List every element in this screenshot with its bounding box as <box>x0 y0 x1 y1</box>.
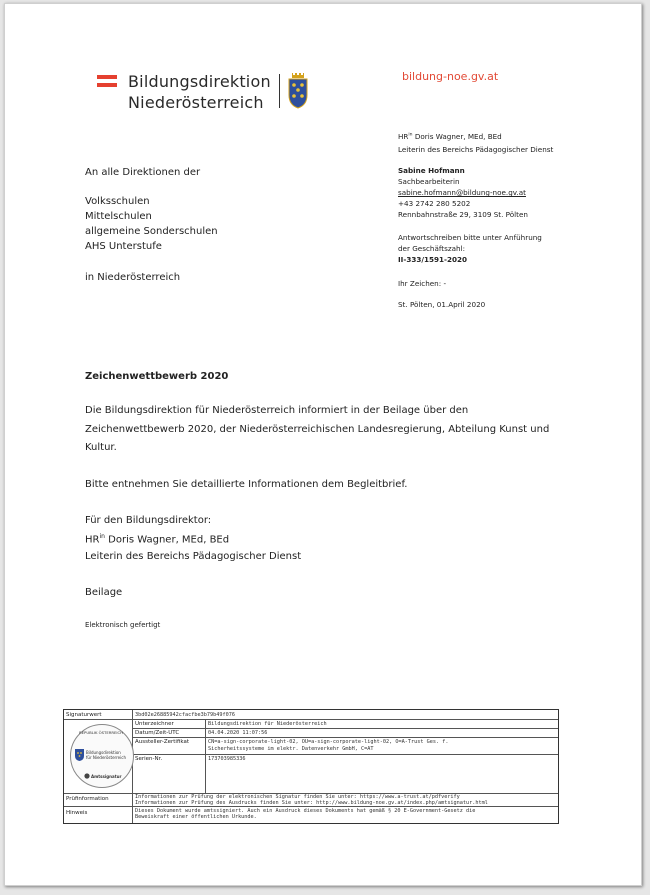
certificate-line: Sicherheitssysteme im elektr. Datenverkehr GmbH, C=AT <box>208 746 374 752</box>
official-role: Leiterin des Bereichs Pädagogischer Dienst <box>398 145 554 154</box>
check-info-line: Informationen zur Prüfung des Ausdrucks finden Sie unter: http://www.bildung-noe.gv.at/index.php/amtsignatur.html <box>135 800 488 806</box>
letter-subject: Zeichenwettbewerb 2020 <box>85 371 229 382</box>
recipient-line: An alle Direktionen der <box>85 167 201 178</box>
certificate-line: CN=a-sign-corporate-light-02, OU=a-sign-corporate-light-02, O=A-Trust Ges. f. <box>208 739 449 745</box>
label-datetime: Datum/Zeit-UTC <box>135 730 180 736</box>
signature-table <box>63 709 559 824</box>
electronic-signed-note: Elektronisch gefertigt <box>85 621 161 629</box>
datetime-value: 04.04.2020 11:07:56 <box>208 730 268 736</box>
body-paragraph-line: Zeichenwettbewerb 2020, der Niederösterreichischen Landesregierung, Abteilung Kunst und <box>85 424 550 435</box>
coat-of-arms-icon <box>288 73 308 109</box>
note-line: Dieses Dokument wurde amtssigniert. Auch ein Ausdruck dieses Dokuments hat gemäß § 20 E-Government-Gesetz die <box>135 808 476 814</box>
label-signer: Unterzeichner <box>135 721 174 727</box>
check-info-line: Informationen zur Prüfung der elektronischen Signatur finden Sie unter: https://www.a-trust.at/pdfverify <box>135 794 460 800</box>
logo-subtitle: Niederösterreich <box>128 93 264 112</box>
serial-value: 173703985336 <box>208 756 246 762</box>
contact-email-link[interactable]: sabine.hofmann@bildung-noe.gv.at <box>398 188 526 197</box>
logo-divider <box>279 74 280 108</box>
website-link[interactable]: bildung-noe.gv.at <box>402 70 499 83</box>
note-line: Beweiskraft einer öffentlichen Urkunde. <box>135 814 257 820</box>
label-serial: Serien-Nr. <box>135 756 163 762</box>
contact-phone: +43 2742 280 5202 <box>398 199 471 208</box>
attachment-label: Beilage <box>85 587 123 598</box>
school-type: allgemeine Sonderschulen <box>85 226 218 237</box>
body-paragraph-line: Kultur. <box>85 442 117 453</box>
school-type: AHS Unterstufe <box>85 241 162 252</box>
label-certificate: Aussteller-Zertifikat <box>135 739 190 745</box>
contact-role: Sachbearbeiterin <box>398 177 460 186</box>
eagle-icon <box>84 773 90 779</box>
crest-icon <box>75 749 84 761</box>
label-check-info: Prüfinformation <box>66 796 109 802</box>
label-note: Hinweis <box>66 810 88 816</box>
body-paragraph-line: Die Bildungsdirektion für Niederösterreich informiert in der Beilage über den <box>85 405 469 416</box>
contact-address: Rennbahnstraße 29, 3109 St. Pölten <box>398 210 528 219</box>
reply-note-1: Antwortschreiben bitte unter Anführung <box>398 233 542 242</box>
official-name: $HR^{in}$ Doris Wagner, MEd, BEd <box>398 132 502 141</box>
signature-value: 3bd02e26885942cfacfbe3b79b49f076 <box>135 712 235 718</box>
place-date: St. Pölten, 01.April 2020 <box>398 300 486 309</box>
body-paragraph: Bitte entnehmen Sie detaillierte Informationen dem Begleitbrief. <box>85 479 408 490</box>
reply-note-2: der Geschäftszahl: <box>398 244 465 253</box>
letter-page <box>4 3 642 886</box>
school-type: Volksschulen <box>85 196 150 207</box>
contact-name: Sabine Hofmann <box>398 166 465 175</box>
signer-role: Leiterin des Bereichs Pädagogischer Dienst <box>85 551 302 562</box>
logo-flag-icon <box>97 75 117 91</box>
school-type: Mittelschulen <box>85 211 152 222</box>
label-signature-value: Signaturwert <box>66 711 102 718</box>
closing-line: Für den Bildungsdirektor: <box>85 515 212 526</box>
recipient-region: in Niederösterreich <box>85 272 181 283</box>
official-seal: REPUBLIK ÖSTERREICH Bildungsdirektion für Niederösterreich Amtssignatur <box>70 724 134 788</box>
signer-value: Bildungsdirektion für Niederösterreich <box>208 721 327 727</box>
file-number: II-333/1591-2020 <box>398 255 467 264</box>
your-reference: Ihr Zeichen: - <box>398 279 447 288</box>
logo-title: Bildungsdirektion <box>128 72 271 91</box>
signer-name: $HR^{in}$ Doris Wagner, MEd, BEd <box>85 533 230 546</box>
